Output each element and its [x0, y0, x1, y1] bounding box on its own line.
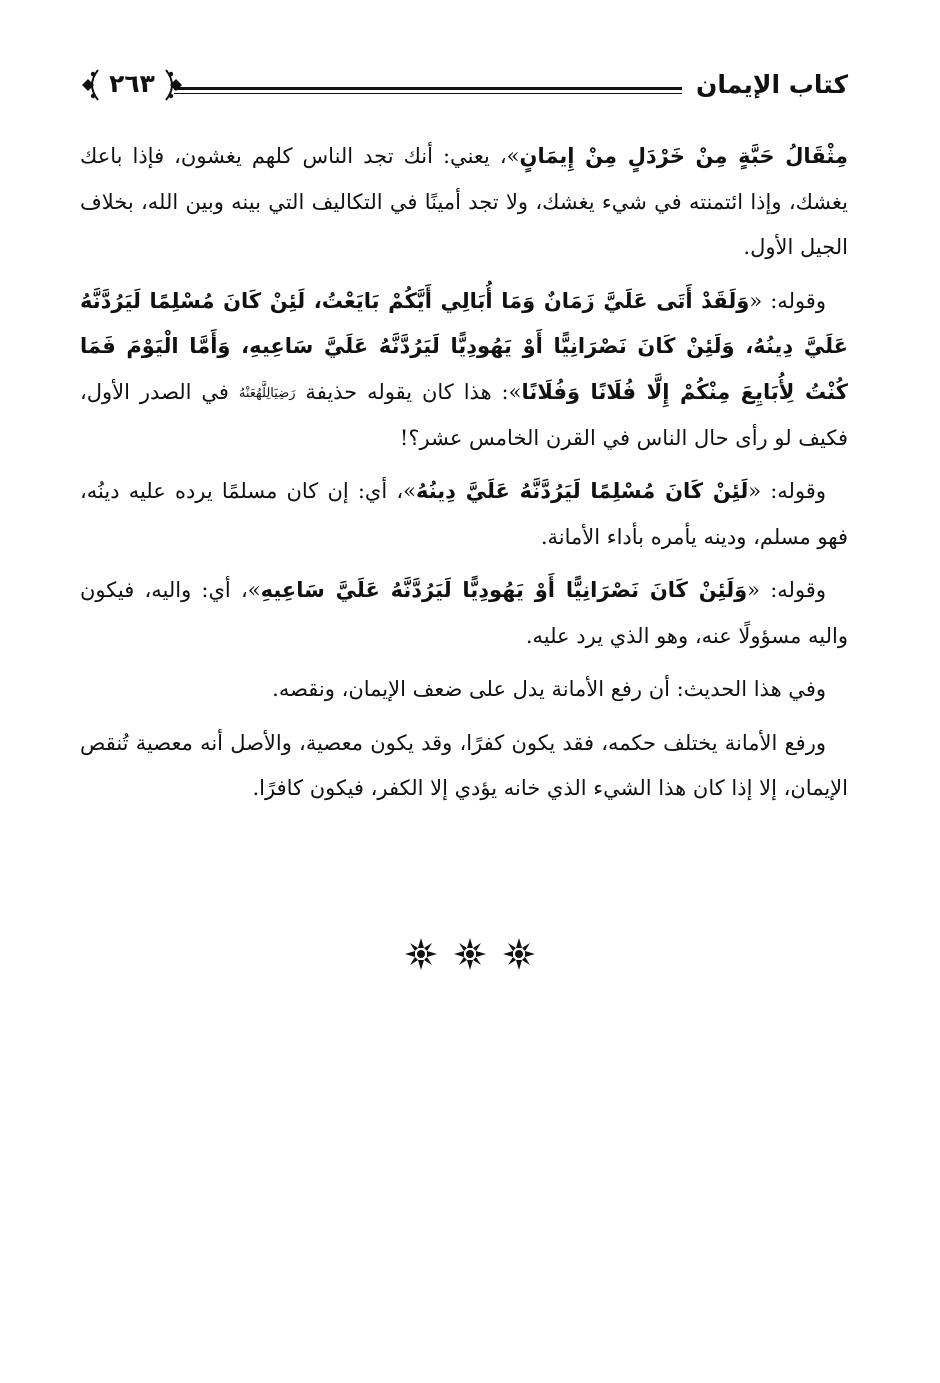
running-title: كتاب الإيمان	[695, 70, 848, 99]
hadith-quote: مِثْقَالُ حَبَّةٍ مِنْ خَرْدَلٍ مِنْ إِيمَانٍ	[519, 144, 849, 168]
commentary-text: ورفع الأمانة يختلف حكمه، فقد يكون كفرًا، وقد يكون معصية، والأصل أنه معصية تُنقص الإيمان، إلا إذا كان هذا الشيء الذي خانه يؤدي إلا الكفر، فيكون كافرًا.	[80, 730, 848, 801]
commentary-text: »، يعني: أنك تجد الناس كلهم يغشون، فإذا باعك يغشك، وإذا ائتمنته في شيء يغشك، ولا تجد أمينًا في التكاليف التي بينه وبين الله، بخلاف الجيل الأول.	[80, 144, 848, 259]
section-separator	[0, 936, 940, 972]
page-number: ٢٦٣	[109, 69, 155, 98]
flower-star-icon	[452, 936, 488, 972]
commentary-text: وفي هذا الحديث: أن رفع الأمانة يدل على ضعف الإيمان، ونقصه.	[272, 677, 826, 702]
paragraph	[80, 134, 848, 271]
hadith-quote: وَلَقَدْ أَتَى عَلَيَّ زَمَانٌ وَمَا أُبَالِي أَيَّكُمْ بَايَعْتُ، لَئِنْ كَانَ مُسْلِمًا لَيَرُدَّنَّهُ عَلَيَّ دِينُهُ، وَلَئِنْ كَانَ نَصْرَانِيًّا أَوْ يَهُودِيًّا لَيَرُدَّنَّهُ عَلَيَّ سَاعِيهِ، وَأَمَّا الْيَوْمَ فَمَا كُنْتُ لِأُبَايِعَ مِنْكُمْ إِلَّا فُلَانًا وَفُلَانًا	[80, 288, 848, 404]
paragraph	[80, 667, 848, 713]
paragraph	[80, 469, 848, 560]
commentary-text: وقوله: «	[748, 479, 826, 504]
header-rule	[174, 87, 682, 90]
main-text	[80, 134, 848, 820]
paragraph	[80, 279, 848, 462]
commentary-text: »، أي: واليه، فيكون واليه مسؤولًا عنه، وهو الذي يرد عليه.	[80, 578, 848, 648]
flower-star-icon	[501, 936, 537, 972]
hadith-quote: وَلَئِنْ كَانَ نَصْرَانِيًّا أَوْ يَهُودِيًّا لَيَرُدَّنَّهُ عَلَيَّ سَاعِيهِ	[260, 578, 748, 603]
commentary-text: وقوله: «	[747, 578, 826, 603]
commentary-text: في الصدر الأول، فكيف لو رأى حال الناس في القرن الخامس عشر؟!	[80, 379, 848, 450]
commentary-text: وقوله: «	[749, 288, 826, 313]
hadith-quote: لَئِنْ كَانَ مُسْلِمًا لَيَرُدَّنَّهُ عَلَيَّ دِينُهُ	[415, 479, 749, 504]
honorific-formula: رَضِيَالِلَّهُعَنْهُ	[238, 385, 296, 401]
commentary-text: »، أي: إن كان مسلمًا يرده عليه دينُه، فهو مسلم، ودينه يأمره بأداء الأمانة.	[80, 479, 848, 549]
paragraph	[80, 721, 848, 812]
paragraph	[80, 568, 848, 659]
page-header	[78, 62, 848, 108]
page-number-frame	[78, 64, 186, 106]
flower-star-icon	[403, 936, 439, 972]
commentary-text: »: هذا كان يقوله حذيفة	[295, 379, 522, 404]
